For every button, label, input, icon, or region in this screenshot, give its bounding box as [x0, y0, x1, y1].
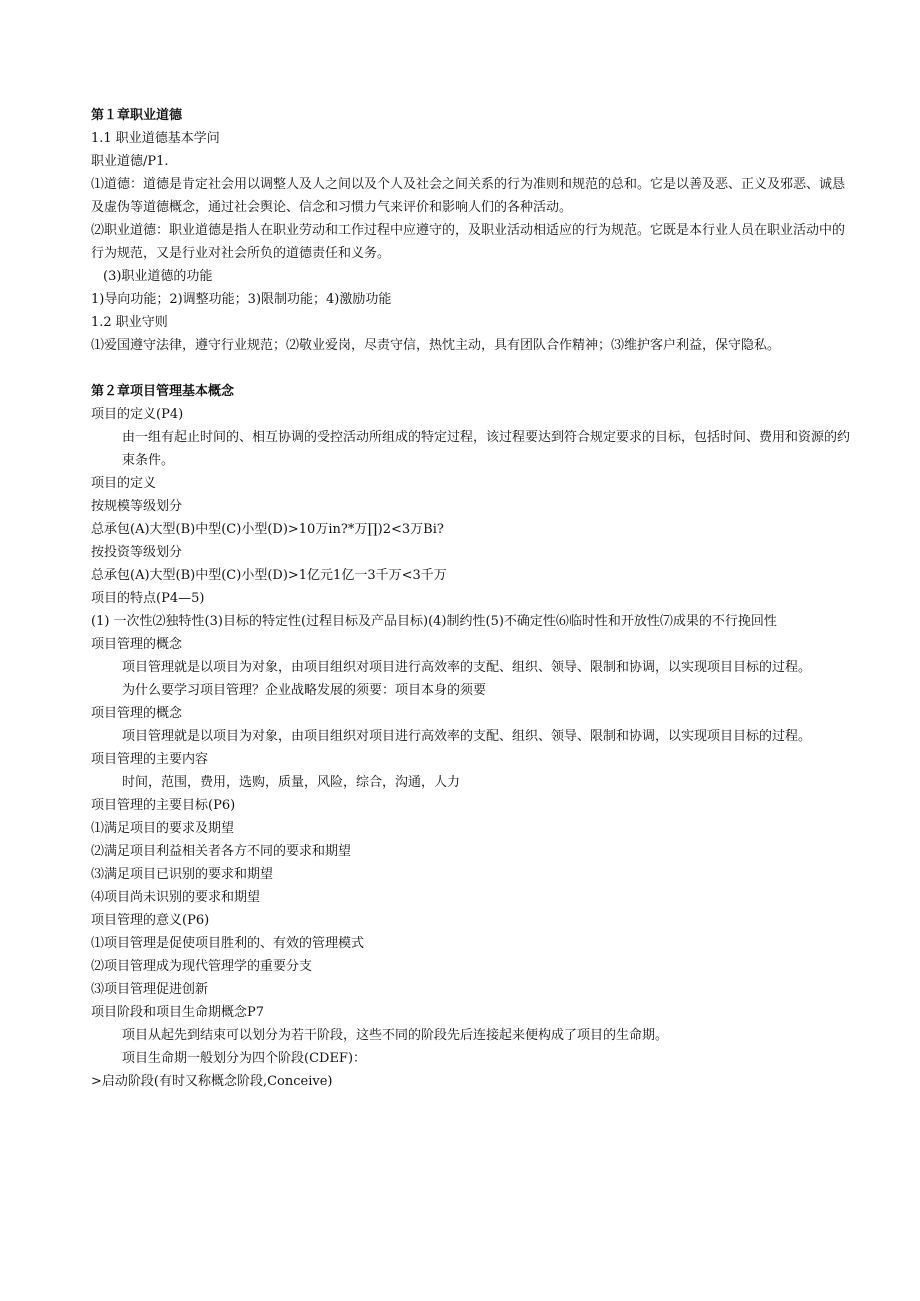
project-definition-title: 项目的定义	[91, 476, 157, 491]
pm-goal-item: ⑶满足项目已识别的要求和期望	[91, 867, 274, 882]
pm-goals-title: 项目管理的主要目标(P6)	[91, 798, 236, 813]
ethics-functions-list: 1)导向功能；2)调整功能；3)限制功能；4)激励功能	[91, 292, 392, 307]
section-1-2-heading: 1.2 职业守则	[91, 315, 168, 330]
why-learn-pm: 为什么要学习项目管理？企业战略发展的须要：项目本身的须要	[122, 683, 487, 698]
lifecycle-stages-intro: 项目生命期一般划分为四个阶段(CDEF)：	[122, 1051, 367, 1066]
project-definition-text: 由一组有起止时间的、相互协调的受控活动所组成的特定过程，该过程要达到符合规定要求的目标，包括时间、费用和资源的约束条件。	[122, 430, 851, 468]
pm-content-text: 时间，范围，费用，选购，质量，风险，综合，沟通，人力	[122, 775, 461, 790]
pm-concept-title-repeat: 项目管理的概念	[91, 706, 183, 721]
pm-meaning-item: ⑶项目管理促进创新	[91, 982, 209, 997]
lifecycle-text: 项目从起先到结束可以划分为若干阶段，这些不同的阶段先后连接起来便构成了项目的生命期。	[122, 1028, 669, 1043]
pm-meaning-item: ⑴项目管理是促使项目胜利的、有效的管理模式	[91, 936, 365, 951]
lifecycle-stage-start: >启动阶段(有时又称概念阶段,Conceive)	[91, 1074, 333, 1089]
ethics-functions-heading: (3)职业道德的功能	[103, 269, 213, 284]
pm-goal-item: ⑷项目尚未识别的要求和期望	[91, 890, 261, 905]
chapter-1-title: 第１章职业道德	[91, 108, 183, 123]
professional-rules: ⑴爱国遵守法律，遵守行业规范；⑵敬业爱岗，尽责守信，热忱主动，具有团队合作精神；⑶维护客户利益，保守隐私。	[91, 338, 781, 353]
pm-concept-title: 项目管理的概念	[91, 637, 183, 652]
investment-classification-title: 按投资等级划分	[91, 545, 183, 560]
scale-classification-text: 总承包(A)大型(B)中型(C)小型(D)>10万in?*万∏)2<3万Bi?	[91, 522, 444, 537]
pm-concept-text-repeat: 项目管理就是以项目为对象，由项目组织对项目进行高效率的支配、组织、领导、限制和协调，以实现项目目标的过程。	[122, 729, 812, 744]
scale-classification-title: 按规模等级划分	[91, 499, 183, 514]
section-1-1-heading: 1.1 职业道德基本学问	[91, 131, 220, 146]
chapter-2-title: 第２章项目管理基本概念	[91, 384, 235, 399]
ethics-definition: ⑴道德：道德是肯定社会用以调整人及人之间以及个人及社会之间关系的行为准则和规范的总和。它是以善及恶、正义及邪恶、诚恳及虚伪等道德概念，通过社会舆论、信念和习惯力气来评价和影响人们的各种活动。	[91, 177, 846, 215]
pm-meaning-title: 项目管理的意义(P6)	[91, 913, 210, 928]
investment-classification-text: 总承包(A)大型(B)中型(C)小型(D)>1亿元1亿一3千万<3千万	[91, 568, 447, 583]
project-definition-ref: 项目的定义(P4)	[91, 407, 184, 422]
pm-content-title: 项目管理的主要内容	[91, 752, 209, 767]
pm-concept-text: 项目管理就是以项目为对象，由项目组织对项目进行高效率的支配、组织、领导、限制和协调，以实现项目目标的过程。	[122, 660, 812, 675]
lifecycle-title: 项目阶段和项目生命期概念P7	[91, 1005, 265, 1020]
pm-goal-item: ⑴满足项目的要求及期望	[91, 821, 235, 836]
professional-ethics-definition: ⑵职业道德：职业道德是指人在职业劳动和工作过程中应遵守的，及职业活动相适应的行为规范。它既是本行业人员在职业活动中的行为规范，又是行业对社会所负的道德责任和义务。	[91, 223, 846, 261]
document-page	[91, 104, 856, 1093]
pm-goal-item: ⑵满足项目利益相关者各方不同的要求和期望	[91, 844, 352, 859]
pm-meaning-item: ⑵项目管理成为现代管理学的重要分支	[91, 959, 313, 974]
project-features-text: (1) 一次性⑵独特性(3)目标的特定性(过程目标及产品目标)(4)制约性(5)不确定性⑹临时性和开放性⑺成果的不行挽回性	[91, 614, 777, 629]
project-features-title: 项目的特点(P4—5)	[91, 591, 205, 606]
professional-ethics-ref: 职业道德/P1.	[91, 154, 169, 169]
